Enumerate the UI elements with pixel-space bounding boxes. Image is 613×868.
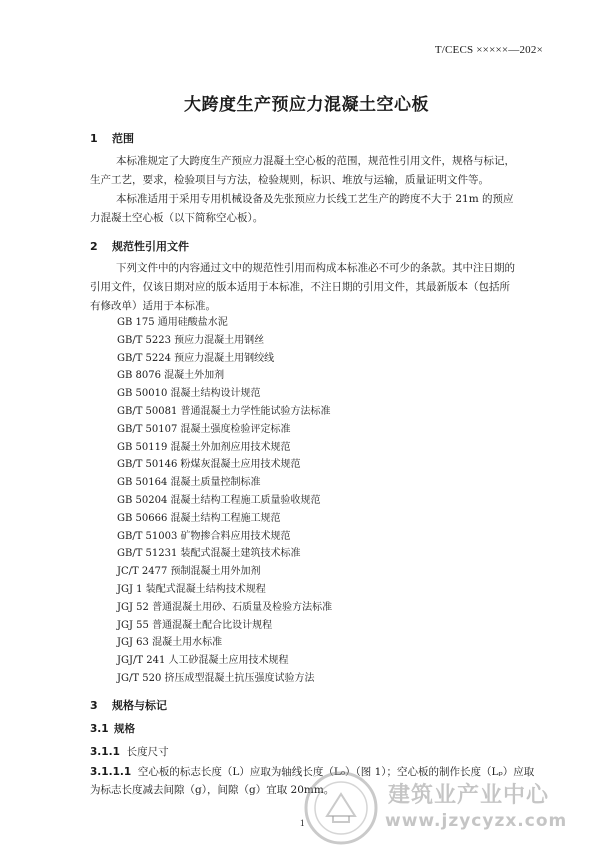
reference-item: GB 50164 混凝土质量控制标准 xyxy=(117,477,261,489)
text-line: 下列文件中的内容通过文中的规范性引用而构成本标准必不可少的条款。其中注日期的 xyxy=(116,262,515,274)
section-3-heading xyxy=(90,697,167,713)
watermark-name: 建筑业产业中心 xyxy=(388,783,550,808)
watermark-seal-icon xyxy=(303,770,379,846)
section-number: 2 xyxy=(90,240,98,253)
subsection-title: 规格 xyxy=(114,723,135,735)
clause-text: 为标志长度减去间隙（g），间隙（g）宜取 20mm。 xyxy=(90,784,335,796)
document-code: T/CECS ×××××—202× xyxy=(434,44,543,56)
reference-item: JG/T 520 挤压成型混凝土抗压强度试验方法 xyxy=(117,672,315,684)
text-line: 有修改单）适用于本标准。 xyxy=(90,300,216,312)
clause-number: 3.1.1.1 xyxy=(90,766,132,778)
page-title: 大跨度生产预应力混凝土空心板 xyxy=(184,95,429,115)
subsection-3-1-heading xyxy=(90,721,135,736)
reference-item: JC/T 2477 预制混凝土用外加剂 xyxy=(117,566,261,578)
reference-item: JGJ/T 241 人工砂混凝土应用技术规程 xyxy=(117,655,289,667)
reference-item: JGJ 1 装配式混凝土结构技术规程 xyxy=(117,583,266,595)
page-number: 1 xyxy=(300,818,305,828)
reference-item: JGJ 52 普通混凝土用砂、石质量及检验方法标准 xyxy=(117,601,333,613)
clause-text: 空心板的标志长度（L）应取为轴线长度（L₀）（图 1）；空心板的制作长度（Lₚ）应取 xyxy=(137,766,535,778)
reference-item: GB/T 5224 预应力混凝土用钢绞线 xyxy=(117,352,275,364)
reference-item: GB/T 50146 粉煤灰混凝土应用技术规范 xyxy=(117,459,301,471)
section-number: 3 xyxy=(90,699,98,712)
section-number: 1 xyxy=(90,132,98,145)
watermark-url: www.jzycyzx.com xyxy=(385,811,568,831)
subsection-number: 3.1 xyxy=(90,723,109,735)
text-line: 本标准适用于采用专用机械设备及先张预应力长线工艺生产的跨度不大于 21m 的预应 xyxy=(116,193,514,205)
reference-item: GB 50119 混凝土外加剂应用技术规范 xyxy=(117,441,291,453)
section-2-heading xyxy=(90,238,189,254)
reference-list xyxy=(117,314,332,688)
reference-item: GB/T 51231 装配式混凝土建筑技术标准 xyxy=(117,548,301,560)
section-1-heading xyxy=(90,130,134,146)
section-2-intro xyxy=(90,259,526,316)
reference-item: JGJ 55 普通混凝土配合比设计规程 xyxy=(117,619,273,631)
text-line: 引用文件，仅该日期对应的版本适用于本标准，不注日期的引用文件，其最新版本（包括所 xyxy=(90,281,510,293)
reference-item: GB 50010 混凝土结构设计规范 xyxy=(117,388,261,400)
reference-item: GB 8076 混凝土外加剂 xyxy=(117,370,225,382)
text-line: 本标准规定了大跨度生产预应力混凝土空心板的范围，规范性引用文件，规格与标记， xyxy=(116,155,515,167)
section-title: 规范性引用文件 xyxy=(112,240,189,253)
reference-item: GB/T 50081 普通混凝土力学性能试验方法标准 xyxy=(117,405,331,417)
reference-item: GB 50204 混凝土结构工程施工质量验收规范 xyxy=(117,494,321,506)
section-title: 规格与标记 xyxy=(112,699,167,712)
reference-item: GB/T 50107 混凝土强度检验评定标准 xyxy=(117,423,291,435)
text-line: 生产工艺，要求，检验项目与方法，检验规则，标识、堆放与运输，质量证明文件等。 xyxy=(90,174,489,186)
reference-item: GB/T 51003 矿物掺合料应用技术规范 xyxy=(117,530,291,542)
reference-item: GB 175 通用硅酸盐水泥 xyxy=(117,317,228,328)
section-1-body xyxy=(90,152,526,228)
clause-3-1-1 xyxy=(90,743,530,761)
text-line: 力混凝土空心板（以下简称空心板）。 xyxy=(90,212,264,224)
clause-number: 3.1.1 xyxy=(90,746,120,758)
reference-item: GB/T 5223 预应力混凝土用钢丝 xyxy=(117,334,265,346)
reference-item: GB 50666 混凝土结构工程施工规范 xyxy=(117,512,281,524)
clause-title: 长度尺寸 xyxy=(126,746,169,758)
section-title: 范围 xyxy=(112,132,134,145)
reference-item: JGJ 63 混凝土用水标准 xyxy=(117,637,223,649)
